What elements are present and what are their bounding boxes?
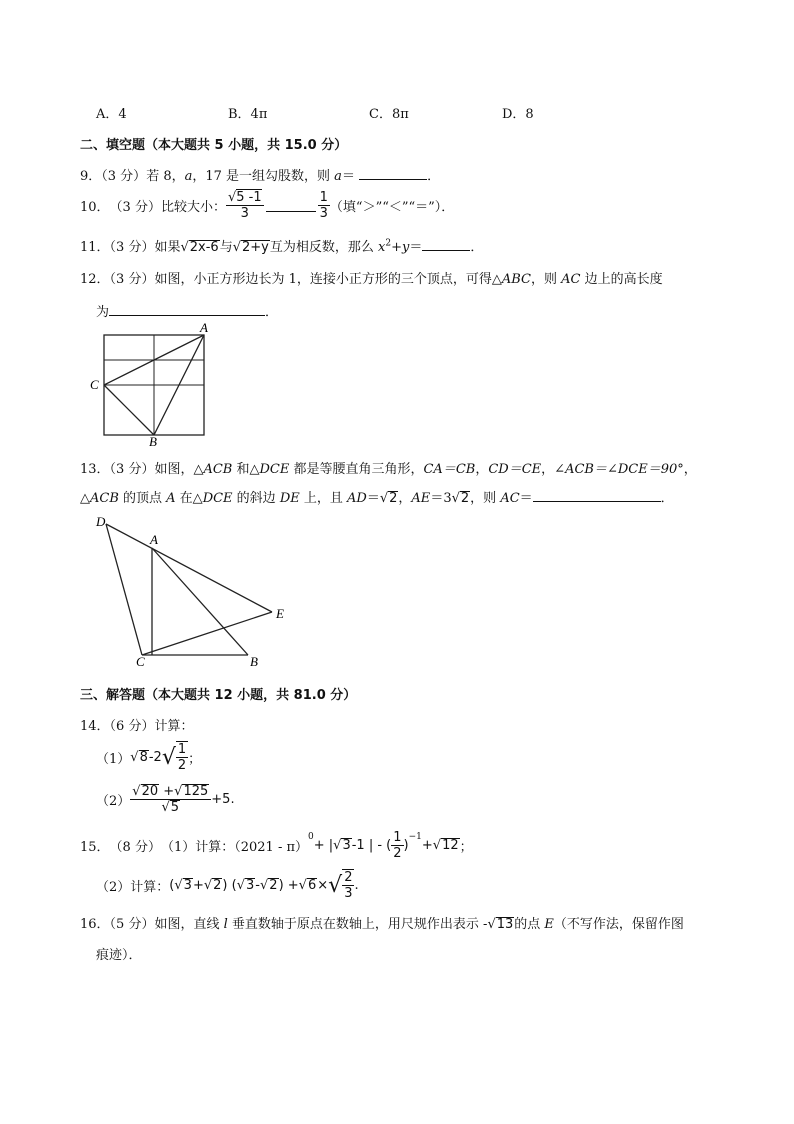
- label-e: E: [276, 606, 284, 621]
- q-end: ．: [265, 305, 279, 320]
- segment-ab: [152, 548, 248, 655]
- q-text: ＝: [409, 240, 423, 255]
- label-c: C: [90, 377, 99, 392]
- q-text: 如图，△: [154, 462, 204, 477]
- denominator: 3: [344, 886, 353, 901]
- radicand: 13: [496, 917, 514, 932]
- answer-blank: [266, 199, 316, 212]
- condition-ca-cb: CA＝CB: [423, 462, 476, 477]
- sqrt-sign: √: [161, 744, 176, 770]
- q-end: ．: [427, 169, 441, 184]
- question-9: [80, 165, 440, 184]
- radicand: 2: [460, 491, 470, 506]
- question-10: [80, 188, 454, 222]
- q-text: ，: [398, 491, 412, 506]
- question-11: [80, 236, 483, 255]
- radicand: 2x-6: [189, 240, 219, 255]
- radicand: 2+y: [242, 240, 269, 255]
- question-14: [80, 715, 193, 734]
- fraction-1-over-3: [318, 190, 330, 221]
- option-d: D．8: [502, 107, 534, 122]
- triangle-acb: ACB: [90, 491, 119, 506]
- label-b: B: [250, 654, 258, 669]
- fraction-1-over-2: [176, 741, 188, 773]
- question-12: [80, 268, 663, 287]
- sqrt-sign: √: [379, 491, 389, 506]
- q-text: -: [255, 877, 260, 893]
- q-text: ＝3: [430, 491, 452, 506]
- segment-ad: AD: [347, 491, 367, 506]
- q-end: ．: [470, 240, 484, 255]
- question-13: [80, 458, 697, 477]
- label-b: B: [149, 434, 157, 448]
- part-label: （2）计算：: [96, 879, 170, 895]
- q-text: 与: [219, 240, 233, 255]
- numerator: 5 -1: [236, 189, 262, 205]
- q-text: 边上的高长度: [580, 272, 663, 287]
- question-16-line2: 痕迹）．: [96, 948, 142, 963]
- q-text: ，: [683, 462, 697, 477]
- q-text: +5.: [211, 791, 235, 807]
- var-x: x: [378, 240, 386, 255]
- exponent: 2: [385, 238, 392, 249]
- radicand: 3: [342, 837, 351, 853]
- q-text: （1）计算：（2021 - π）: [160, 839, 309, 855]
- segment-cb: [104, 385, 154, 435]
- fraction-2-over-3: [342, 869, 354, 901]
- denominator: 3: [240, 205, 249, 221]
- segment-de: DE: [279, 491, 300, 506]
- q13-triangle-figure: [88, 512, 298, 670]
- q-text: +: [421, 837, 433, 853]
- part-label: （1）: [96, 751, 131, 767]
- question-15: [80, 828, 473, 862]
- q-text: ，: [541, 462, 555, 477]
- q-points: （3 分）: [109, 199, 161, 215]
- q-points: （6 分）: [109, 719, 155, 734]
- q-num: 13．: [80, 462, 110, 477]
- q-points: （3 分）: [109, 240, 155, 255]
- segment-ac: AC: [561, 272, 581, 287]
- numerator: 1: [393, 829, 402, 845]
- var-l: l: [223, 917, 228, 932]
- q-text: 如果: [154, 240, 181, 255]
- q-points: （3 分）: [101, 169, 147, 184]
- numerator: 1: [177, 742, 187, 757]
- question-15-part2: （2）计算： ( √ 3 + √ 2 ) ( √ 3 - √ 2 ) + √ 6 × √ $\frac{2}{3}$ .: [96, 870, 359, 901]
- section-title-solutions: 三、解答题（本大题共 12 小题，共 81.0 分）: [80, 688, 357, 703]
- radicand: 2: [213, 877, 222, 893]
- q-text: +: [192, 877, 204, 893]
- part-label: （2）: [96, 793, 131, 809]
- sqrt-sign: √: [333, 837, 342, 853]
- sqrt-sign: √: [487, 917, 496, 932]
- q-text: ，17 是一组勾股数，则: [192, 169, 335, 184]
- question-14-part1: [96, 738, 201, 776]
- triangle-acb: ACB: [203, 462, 233, 477]
- q-text: 上，且: [299, 491, 347, 506]
- q-points: （3 分）: [109, 462, 155, 477]
- q-text: 计算：: [154, 719, 194, 734]
- condition-right-angles: ∠ACB＝∠DCE＝90°: [554, 462, 684, 477]
- q-text: 垂直数轴于原点在数轴上，用尺规作出表示 -: [227, 917, 488, 932]
- q-text: ，: [475, 462, 489, 477]
- point-e: E: [544, 917, 554, 932]
- radicand: 3: [246, 877, 255, 893]
- q-num: 15．: [80, 839, 110, 855]
- segment-ac: AC: [500, 491, 520, 506]
- plus: +: [159, 783, 175, 799]
- q-text: ，则: [470, 491, 501, 506]
- q-text: △: [80, 491, 90, 506]
- q-text: （不写作法，保留作图: [553, 917, 684, 932]
- segment-ae: AE: [411, 491, 431, 506]
- answer-blank: [359, 167, 427, 180]
- q-text: ＝: [519, 491, 533, 506]
- q-end: ．: [660, 491, 674, 506]
- q-points: （8 分）: [109, 839, 161, 855]
- question-16: [80, 913, 684, 932]
- segment-ce: [142, 612, 272, 655]
- q-text: 的顶点: [118, 491, 167, 506]
- section-title-fill-blank: 二、填空题（本大题共 5 小题，共 15.0 分）: [80, 138, 348, 153]
- q-text: （填“＞”“＜”“＝”）．: [329, 199, 455, 215]
- sqrt-sign: √: [432, 837, 442, 853]
- q-text: ): [403, 837, 409, 853]
- q-text: -1 | - (: [351, 837, 392, 853]
- q-text: ＝: [366, 491, 380, 506]
- q-num: 16．: [80, 917, 110, 932]
- label-d: D: [96, 514, 106, 529]
- exponent: −1: [408, 832, 422, 842]
- triangle-abc: ABC: [501, 272, 531, 287]
- q-text: ) +: [278, 877, 299, 893]
- radicand: 20: [141, 783, 159, 799]
- option-b: B．4π: [228, 107, 268, 122]
- answer-blank: [422, 238, 470, 251]
- q-text: 和△: [232, 462, 260, 477]
- q-text: (: [169, 877, 175, 893]
- condition-cd-ce: CD＝CE: [488, 462, 542, 477]
- q-num: 10．: [80, 199, 110, 215]
- q-text: .: [354, 877, 359, 893]
- q-text: 如图，直线: [154, 917, 224, 932]
- fraction-1-over-2: [391, 830, 403, 861]
- q-text: ×: [317, 877, 329, 893]
- radicand: 2: [269, 877, 278, 893]
- q-text: ；: [188, 751, 202, 767]
- fraction-sum-over-sqrt5: $\frac{√20 +√125}{√5}$: [130, 784, 211, 815]
- radicand: 3: [183, 877, 192, 893]
- fraction-sqrt5-minus1-over-3: $\frac{√5 -1}{3}$: [227, 189, 262, 221]
- numerator: 2: [344, 870, 353, 885]
- var-a: a: [184, 169, 193, 184]
- triangle-dce: DCE: [202, 491, 233, 506]
- q-points: （5 分）: [109, 917, 155, 932]
- denominator: 2: [393, 845, 402, 861]
- q-text: 如图，小正方形边长为 1，连接小正方形的三个顶点，可得△: [154, 272, 502, 287]
- q-text: 比较大小：: [160, 199, 226, 215]
- q12-grid-figure: [86, 318, 216, 448]
- sqrt-sign: √: [130, 749, 139, 765]
- q-text: 若 8，: [146, 169, 185, 184]
- numerator: 1: [319, 189, 328, 205]
- q-text: 为: [96, 305, 110, 320]
- q-text: 在△: [175, 491, 203, 506]
- q-text: ) (: [222, 877, 237, 893]
- question-13-line2: [80, 487, 674, 506]
- var-a: a: [334, 169, 342, 184]
- answer-blank: [109, 303, 265, 316]
- radicand: 12: [442, 837, 459, 853]
- sqrt-sign: √: [180, 240, 189, 255]
- q-points: （3 分）: [109, 272, 155, 287]
- var-y: y: [402, 240, 410, 255]
- label-a: A: [200, 320, 208, 335]
- denominator: 2: [177, 758, 187, 773]
- option-c: C．8π: [369, 107, 409, 122]
- radicand: 125: [183, 783, 209, 799]
- segment-dc: [106, 524, 142, 655]
- label-c: C: [136, 654, 145, 669]
- q-text: ＝: [341, 169, 355, 184]
- q-text: ，则: [531, 272, 562, 287]
- q-num: 12．: [80, 272, 110, 287]
- q-num: 11．: [80, 240, 110, 255]
- q-text: -2: [148, 749, 162, 765]
- radicand: 8: [139, 749, 148, 765]
- q-text: 的点: [514, 917, 545, 932]
- denominator: 3: [319, 205, 328, 221]
- q-num: 14．: [80, 719, 110, 734]
- q-text: 的斜边: [232, 491, 280, 506]
- radicand: 2: [389, 491, 398, 506]
- vertex-a: A: [166, 491, 176, 506]
- label-a: A: [150, 532, 158, 547]
- exponent: 0: [308, 832, 314, 842]
- sqrt-sign: √: [451, 491, 460, 506]
- q-text: 互为相反数，那么: [269, 240, 379, 255]
- answer-blank: [533, 489, 661, 502]
- q-text: 都是等腰直角三角形，: [289, 462, 424, 477]
- question-14-part2: [96, 778, 235, 820]
- q-text: + |: [313, 837, 334, 853]
- radicand: 5: [170, 799, 180, 815]
- q-text: ；: [459, 839, 473, 855]
- q-num: 9．: [80, 169, 102, 184]
- triangle-dce: DCE: [259, 462, 290, 477]
- sqrt-sign: √: [232, 240, 242, 255]
- radicand: 6: [307, 877, 317, 893]
- segment-de: [106, 524, 272, 612]
- plus: +: [391, 240, 402, 255]
- option-a: A．4: [96, 107, 127, 122]
